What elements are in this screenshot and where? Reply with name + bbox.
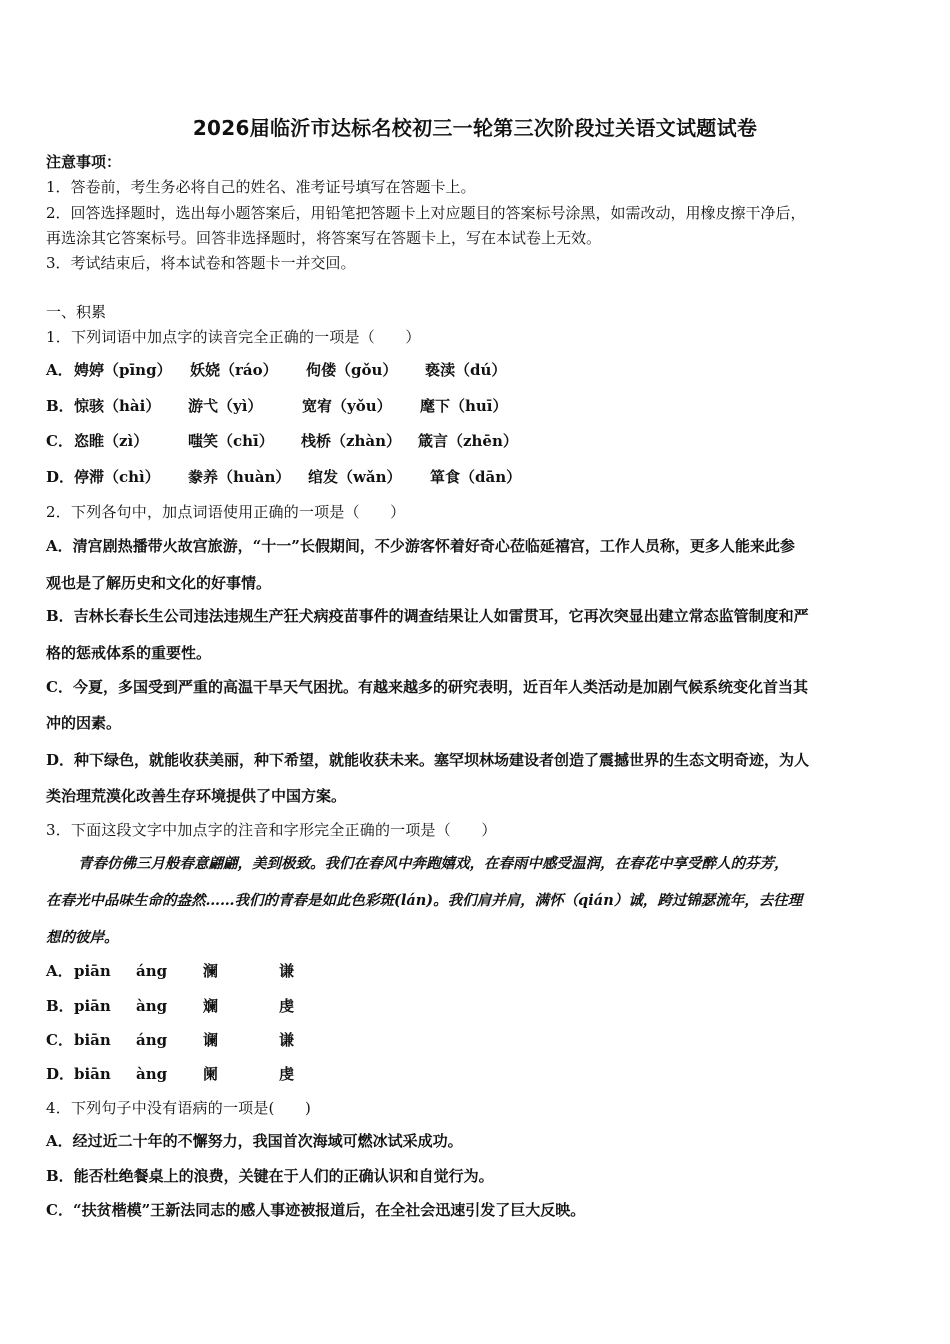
option-cell: 谰: [203, 1031, 219, 1049]
q3-passage-line: 在春光中品味生命的盎然……我们的青春是如此色彩斑(lán)。我们肩并肩，满怀（qián）诚，跨过锦瑟流年，去往理: [46, 892, 803, 909]
q2-option-a-cont: 观也是了解历史和文化的好事情。: [46, 574, 272, 592]
q3-passage-line: 想的彼岸。: [46, 929, 119, 946]
question-3-stem: 3．下面这段文字中加点字的注音和字形完全正确的一项是（ ）: [46, 821, 497, 839]
option-cell: 阑: [203, 1065, 219, 1083]
option-word: 妖娆（ráo）: [190, 361, 278, 379]
option-word: 栈桥（zhàn）: [301, 432, 402, 450]
option-cell: piān: [74, 962, 111, 980]
option-word: 亵渎（dú）: [425, 361, 507, 379]
option-label: A．: [46, 962, 73, 980]
q2-option-d: D．种下绿色，就能收获美丽，种下希望，就能收获未来。塞罕坝林场建设者创造了震撼世界的生态文明奇迹，为人: [46, 751, 810, 769]
option-cell: 虔: [279, 997, 295, 1015]
option-word: 娉婷（pīng）: [74, 361, 172, 379]
option-label: A．: [46, 361, 73, 379]
notice-item: 3．考试结束后，将本试卷和答题卡一并交回。: [46, 254, 356, 272]
option-label: C．: [46, 432, 73, 450]
option-cell: 谦: [279, 962, 295, 980]
option-cell: 谦: [279, 1031, 295, 1049]
option-label: B．: [46, 397, 74, 415]
option-label: D．: [46, 468, 75, 486]
option-cell: àng: [136, 1065, 168, 1083]
notice-item: 2．回答选择题时，选出每小题答案后，用铅笔把答题卡上对应题目的答案标号涂黑，如需改动，用橡皮擦干净后，: [46, 204, 806, 222]
option-word: 恣睢（zì）: [74, 432, 149, 450]
q2-option-d-cont: 类治理荒漠化改善生存环境提供了中国方案。: [46, 787, 347, 805]
option-word: 箴言（zhēn）: [418, 432, 518, 450]
notice-item: 1．答卷前，考生务必将自己的姓名、准考证号填写在答题卡上。: [46, 178, 476, 196]
notice-item: 再选涂其它答案标号。回答非选择题时，将答案写在答题卡上，写在本试卷上无效。: [46, 229, 602, 247]
option-cell: àng: [136, 997, 168, 1015]
q2-option-b: B．吉林长春长生公司违法违规生产狂犬病疫苗事件的调查结果让人如雷贯耳，它再次突显出建立常态监管制度和严: [46, 607, 809, 625]
option-label: B．: [46, 997, 74, 1015]
option-cell: áng: [136, 1031, 168, 1049]
option-cell: biān: [74, 1065, 111, 1083]
q2-option-c: C．今夏，多国受到严重的高温干旱天气困扰。有越来越多的研究表明，近百年人类活动是加剧气候系统变化首当其: [46, 678, 808, 696]
q2-option-a: A．清宫剧热播带火故宫旅游，“十一”长假期间，不少游客怀着好奇心莅临延禧宫，工作人员称，更多人能来此参: [46, 537, 795, 555]
option-word: 游弋（yì）: [188, 397, 263, 415]
question-4-stem: 4．下列句子中没有语病的一项是( ): [46, 1099, 312, 1117]
question-1-stem: 1．下列词语中加点字的读音完全正确的一项是（ ）: [46, 328, 421, 346]
page-title: 2026届临沂市达标名校初三一轮第三次阶段过关语文试题试卷: [192, 116, 758, 140]
section-heading: 一、积累: [46, 303, 107, 321]
option-cell: piān: [74, 997, 111, 1015]
notice-heading: 注意事项：: [46, 153, 122, 171]
option-word: 停滞（chì）: [74, 468, 160, 486]
option-label: D．: [46, 1065, 75, 1083]
option-cell: 斓: [203, 997, 219, 1015]
option-cell: 澜: [203, 962, 219, 980]
option-word: 豢养（huàn）: [188, 468, 291, 486]
question-2-stem: 2．下列各句中，加点词语使用正确的一项是（ ）: [46, 503, 406, 521]
q4-option-b: B．能否杜绝餐桌上的浪费，关键在于人们的正确认识和自觉行为。: [46, 1167, 494, 1185]
option-word: 箪食（dān）: [430, 468, 522, 486]
q4-option-c: C．“扶贫楷模”王新法同志的感人事迹被报道后，在全社会迅速引发了巨大反映。: [46, 1201, 586, 1219]
option-word: 佝偻（gǒu）: [306, 361, 398, 379]
option-label: C．: [46, 1031, 73, 1049]
option-word: 宽宥（yǒu）: [302, 397, 392, 415]
option-word: 绾发（wǎn）: [308, 468, 402, 486]
option-word: 麾下（huī）: [420, 397, 508, 415]
q2-option-c-cont: 冲的因素。: [46, 714, 122, 732]
q3-passage-line: 青春仿佛三月般春意翩翩，美到极致。我们在春风中奔跑嬉戏，在春雨中感受温润，在春花中享受醉人的芬芳，: [78, 855, 789, 872]
option-cell: 虔: [279, 1065, 295, 1083]
option-word: 嗤笑（chī）: [188, 432, 274, 450]
option-cell: áng: [136, 962, 168, 980]
q2-option-b-cont: 格的惩戒体系的重要性。: [46, 644, 212, 662]
option-word: 惊骇（hài）: [74, 397, 161, 415]
q4-option-a: A．经过近二十年的不懈努力，我国首次海域可燃冰试采成功。: [46, 1132, 463, 1150]
option-cell: biān: [74, 1031, 111, 1049]
